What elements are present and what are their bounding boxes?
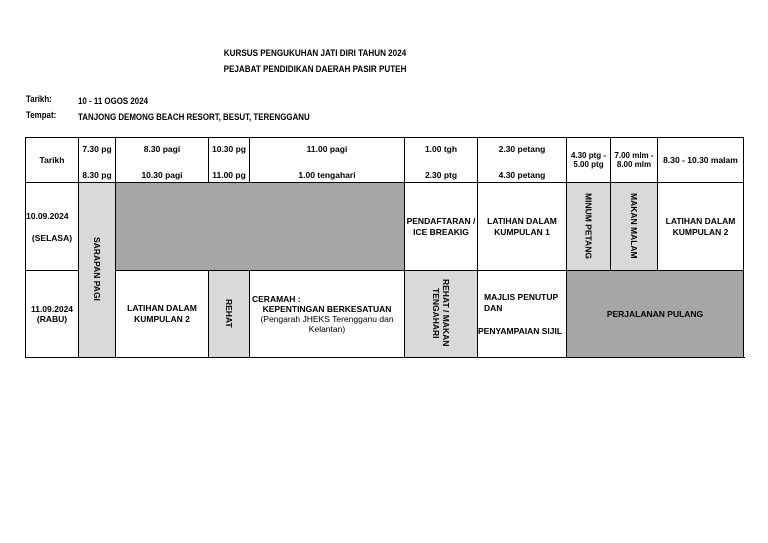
row-day-2: [26, 271, 744, 358]
header-time-6: 2.30 petang 4.30 petang: [478, 138, 567, 183]
document-title: KURSUS PENGUKUHAN JATI DIRI TAHUN 2024: [223, 48, 407, 58]
place-label: Tempat:: [26, 110, 57, 120]
tea-break-cell: [567, 183, 611, 271]
header-time-3: 10.30 pg 11.00 pg: [209, 138, 250, 183]
talk-title: KEPENTINGAN BERKESATUAN: [262, 304, 392, 314]
talk-cell: [250, 271, 405, 358]
date-label: Tarikh:: [26, 94, 52, 104]
day1-date-cell: [26, 183, 79, 271]
header-time-2: 8.30 pagi 10.30 pagi: [116, 138, 209, 183]
header-date: Tarikh: [26, 138, 79, 183]
header-time-4: 11.00 pagi 1.00 tengahari: [250, 138, 405, 183]
header-time-8: 7.00 mlm - 8.00 mlm: [611, 138, 658, 183]
talk-heading: CERAMAH :: [252, 294, 301, 304]
evening-training-cell: LATIHAN DALAM KUMPULAN 2: [658, 183, 744, 271]
day2-day: (RABU): [36, 314, 68, 324]
schedule-table: [25, 137, 744, 358]
header-time-9: 8.30 - 10.30 malam: [658, 138, 744, 183]
break-cell: [209, 271, 250, 358]
day2-date: 11.09.2024: [30, 304, 74, 314]
day1-day: (SELASA): [31, 232, 73, 243]
closing-line-1: MAJLIS PENUTUP DAN: [484, 291, 558, 313]
day1-date: 10.09.2024: [26, 210, 69, 221]
date-value: 10 - 11 OGOS 2024: [78, 96, 149, 106]
break-label: REHAT: [224, 298, 234, 328]
lunch-label: REHAT / MAKAN TENGAHARI: [431, 279, 451, 347]
row-day-1: [26, 183, 744, 271]
breakfast-label: SARAPAN PAGI: [92, 237, 102, 301]
departure-cell: PERJALANAN PULANG: [567, 271, 744, 358]
closing-line-2: PENYAMPAIAN SIJIL: [478, 325, 563, 336]
header-time-7: 4.30 ptg - 5.00 ptg: [567, 138, 611, 183]
day1-blank-block: [116, 183, 405, 271]
breakfast-cell: [79, 183, 116, 358]
document-subtitle: PEJABAT PENDIDIKAN DAERAH PASIR PUTEH: [223, 64, 407, 74]
lunch-cell: [405, 271, 478, 358]
place-value: TANJONG DEMONG BEACH RESORT, BESUT, TERENGGANU: [78, 112, 310, 122]
day2-date-cell: [26, 271, 79, 358]
closing-cell: [478, 271, 567, 358]
dinner-cell: [611, 183, 658, 271]
dinner-label: MAKAN MALAM: [629, 192, 639, 259]
header-time-5: 1.00 tgh 2.30 ptg: [405, 138, 478, 183]
registration-cell: PENDAFTARAN / ICE BREAKIG: [405, 183, 478, 271]
header-row: [26, 138, 744, 183]
day2-group-training-cell: LATIHAN DALAM KUMPULAN 2: [116, 271, 209, 358]
header-time-1: 7.30 pg 8.30 pg: [79, 138, 116, 183]
tea-break-label: MINUM PETANG: [583, 192, 594, 259]
talk-speaker: (Pengarah JHEKS Terengganu dan Kelantan): [260, 314, 394, 334]
day1-group-training-cell: LATIHAN DALAM KUMPULAN 1: [478, 183, 567, 271]
